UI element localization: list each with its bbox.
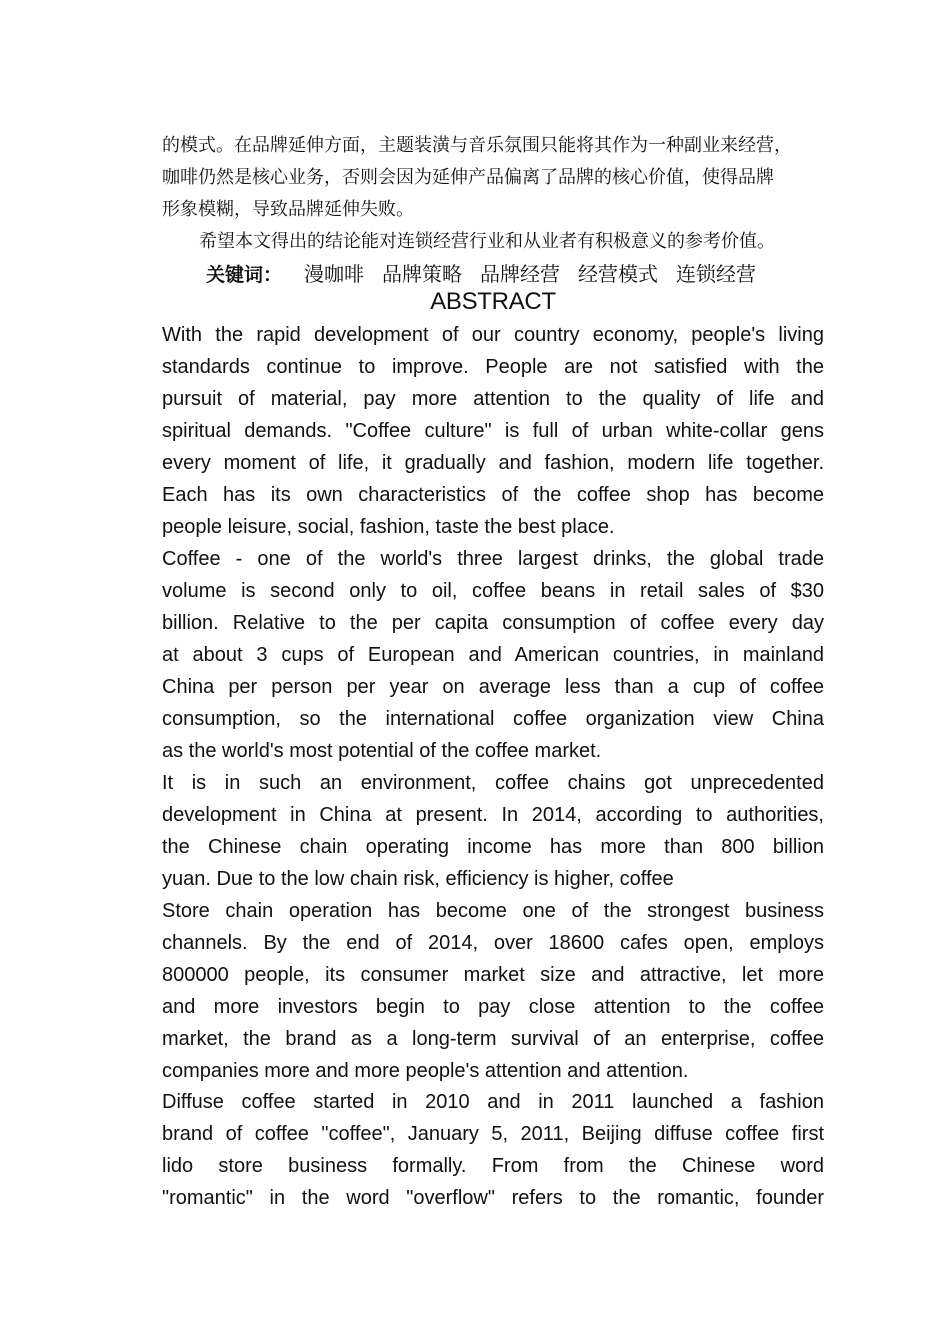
abstract-line: spiritual demands. "Coffee culture" is full of urban white-collar gens bbox=[162, 420, 824, 442]
abstract-line: "romantic" in the word "overflow" refers to the romantic, founder bbox=[162, 1187, 824, 1209]
abstract-line: as the world's most potential of the coffee market. bbox=[162, 740, 602, 762]
abstract-line: consumption, so the international coffee organization view China bbox=[162, 708, 824, 730]
abstract-line: Coffee - one of the world's three largest drinks, the global trade bbox=[162, 548, 824, 570]
abstract-line: China per person per year on average less than a cup of coffee bbox=[162, 676, 824, 698]
keyword-item: 连锁经营 bbox=[676, 262, 757, 286]
abstract-line: Each has its own characteristics of the coffee shop has become bbox=[162, 484, 824, 506]
abstract-line: brand of coffee "coffee", January 5, 2011, Beijing diffuse coffee first bbox=[162, 1123, 824, 1145]
keywords-label: 关键词： bbox=[206, 264, 283, 286]
keyword-item: 品牌经营 bbox=[480, 262, 561, 286]
keyword-item: 漫咖啡 bbox=[304, 262, 365, 286]
abstract-line: With the rapid development of our country economy, people's living bbox=[162, 324, 824, 346]
abstract-line: Diffuse coffee started in 2010 and in 2011 launched a fashion bbox=[162, 1091, 824, 1113]
abstract-line: companies more and more people's attention and attention. bbox=[162, 1060, 689, 1082]
keyword-item: 品牌策略 bbox=[382, 262, 463, 286]
chinese-abstract-line-1: 的模式。在品牌延伸方面，主题装潢与音乐氛围只能将其作为一种副业来经营， bbox=[162, 135, 792, 156]
abstract-line: every moment of life, it gradually and fashion, modern life together. bbox=[162, 452, 824, 474]
abstract-paragraph-4 bbox=[162, 895, 824, 1087]
abstract-line: 800000 people, its consumer market size and attractive, let more bbox=[162, 964, 824, 986]
abstract-line: channels. By the end of 2014, over 18600 cafes open, employs bbox=[162, 932, 824, 954]
chinese-abstract-line-4: 希望本文得出的结论能对连锁经营行业和从业者有积极意义的参考价值。 bbox=[199, 231, 775, 252]
abstract-heading: ABSTRACT bbox=[430, 288, 556, 315]
abstract-line: and more investors begin to pay close attention to the coffee bbox=[162, 996, 824, 1018]
abstract-paragraph-5 bbox=[162, 1086, 824, 1214]
abstract-paragraph-3 bbox=[162, 767, 824, 895]
abstract-line: people leisure, social, fashion, taste the best place. bbox=[162, 516, 615, 538]
abstract-line: volume is second only to oil, coffee beans in retail sales of $30 bbox=[162, 580, 824, 602]
abstract-line: market, the brand as a long-term survival of an enterprise, coffee bbox=[162, 1028, 824, 1050]
abstract-paragraph-2 bbox=[162, 543, 824, 767]
abstract-line: the Chinese chain operating income has more than 800 billion bbox=[162, 836, 824, 858]
abstract-line: billion. Relative to the per capita consumption of coffee every day bbox=[162, 612, 824, 634]
abstract-line: pursuit of material, pay more attention to the quality of life and bbox=[162, 388, 824, 410]
abstract-line: lido store business formally. From from the Chinese word bbox=[162, 1155, 824, 1177]
abstract-line: It is in such an environment, coffee chains got unprecedented bbox=[162, 772, 824, 794]
abstract-line: yuan. Due to the low chain risk, efficiency is higher, coffee bbox=[162, 868, 674, 890]
chinese-abstract-line-2: 咖啡仍然是核心业务，否则会因为延伸产品偏离了品牌的核心价值，使得品牌 bbox=[162, 167, 774, 188]
abstract-paragraph-1 bbox=[162, 319, 824, 543]
abstract-line: development in China at present. In 2014, according to authorities, bbox=[162, 804, 824, 826]
keyword-item: 经营模式 bbox=[578, 262, 659, 286]
abstract-line: Store chain operation has become one of the strongest business bbox=[162, 900, 824, 922]
abstract-line: standards continue to improve. People are not satisfied with the bbox=[162, 356, 824, 378]
abstract-line: at about 3 cups of European and American countries, in mainland bbox=[162, 644, 824, 666]
chinese-abstract-line-3: 形象模糊，导致品牌延伸失败。 bbox=[162, 199, 414, 220]
